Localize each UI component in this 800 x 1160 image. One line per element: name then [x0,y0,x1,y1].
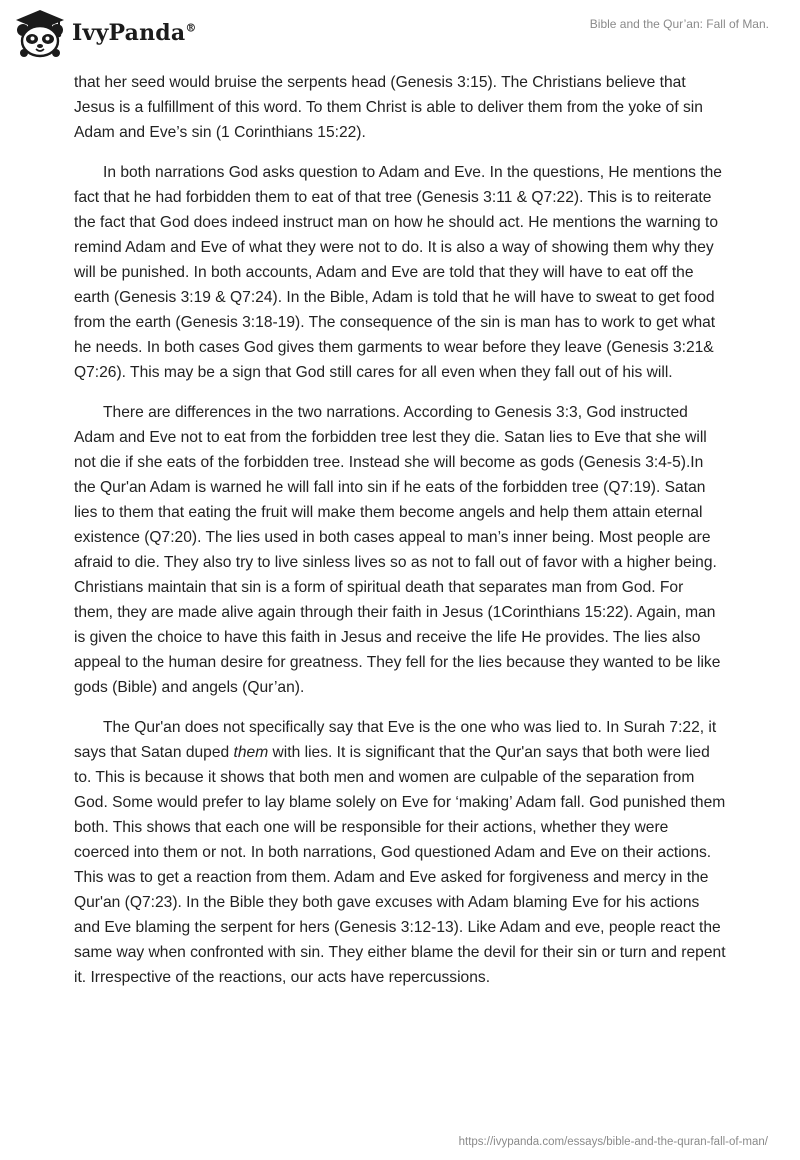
logo-name: IvyPanda [72,20,186,46]
panda-graduate-icon [14,8,66,58]
paragraph-4-italic-them: them [233,744,269,761]
logo-wordmark [72,20,197,46]
paragraph-4-text-before: The Qur'an does not specifically say that Eve is the one who was lied to. In Surah 7:22, it says that Satan duped [74,719,717,761]
paragraph-1: that her seed would bruise the serpents head (Genesis 3:15). The Christians believe that Jesus is a fulfillment of this word. To them Christ is able to deliver them from the yoke of sin Adam and Eve’s sin (1 Corinthians 15:22). [74,74,703,141]
paragraph-2: In both narrations God asks question to Adam and Eve. In the questions, He mentions the fact that he had forbidden them to eat of that tree (Genesis 3:11 & Q7:22). This is to reiterate the fact that God does indeed instruct man on how he should act. He mentions the warning to remind Adam and Eve of what they were not to do. It is also a way of showing them why they will be punished. In both accounts, Adam and Eve are told that they will have to eat off the earth (Genesis 3:19 & Q7:24). In the Bible, Adam is told that he will have to sweat to get food from the earth (Genesis 3:18-19). The consequence of the sin is man has to work to get what he needs. In both cases God gives them garments to wear before they leave (Genesis 3:21& Q7:26). This may be a sign that God still cares for all even when they fall out of his will. [74,164,722,381]
essay-body [74,70,726,1005]
paragraph-4 [74,715,726,990]
paragraph-4-text-after: with lies. It is significant that the Qur'an says that both were lied to. This is because it shows that both men and women are culpable of the separation from God. Some would prefer to lay blame solely on Eve for ‘making’ Adam fall. God punished them both. This shows that each one will be responsible for their actions, whether they were coerced into them or not. In both narrations, God questioned Adam and Eve on their actions. This was to get a reaction from them. Adam and Eve asked for forgiveness and mercy in the Qur'an (Q7:23). In the Bible they both gave excuses with Adam blaming Eve for his actions and Eve blaming the serpent for hers (Genesis 3:12-13). Like Adam and eve, people react the same way when confronted with sin. They either blame the devil for their sin or turn and repent it. Irrespective of the reactions, our acts have repercussions. [74,744,726,986]
document-title: Bible and the Qur’an: Fall of Man. [589,17,769,31]
paragraph-3: There are differences in the two narrations. According to Genesis 3:3, God instructed Adam and Eve not to eat from the forbidden tree lest they die. Satan lies to Eve that she will not die if she eats of the forbidden tree. Instead she will become as gods (Genesis 3:4-5).In the Qur'an Adam is warned he will fall into sin if he eats of the forbidden tree (Q7:19). Satan lies to them that eating the fruit will make them become angels and help them attain eternal existence (Q7:20). The lies used in both cases appeal to man’s inner being. Most people are afraid to die. They also try to live sinless lives so as not to fall out of favor with a higher being. Christians maintain that sin is a form of spiritual death that separates man from God. For them, they are made alive again through their faith in Jesus (1Corinthians 15:22). Again, man is given the choice to have this faith in Jesus and receive the life He provides. The lies also appeal to the human desire for greatness. They fell for the lies because they wanted to be like gods (Bible) and angels (Qur’an). [74,404,721,696]
page-header [0,0,800,64]
source-url[interactable]: https://ivypanda.com/essays/bible-and-the-quran-fall-of-man/ [458,1136,768,1148]
registered-mark: ® [185,21,197,35]
ivypanda-logo[interactable] [14,8,197,58]
